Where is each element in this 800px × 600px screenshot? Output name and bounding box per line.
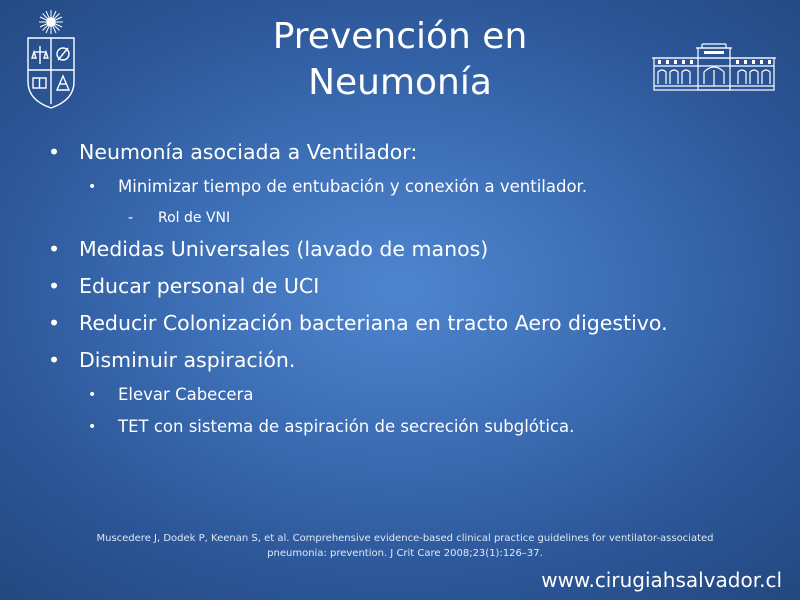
- bullet-marker: •: [48, 140, 61, 164]
- bullet-item: [0, 311, 800, 335]
- sub-sub-bullet-item: [0, 209, 800, 227]
- bullet-list: [0, 140, 800, 449]
- citation-line: Muscedere J, Dodek P, Keenan S, et al. Comprehensive evidence-based clinical practice guidelines for ventilator-associated: [96, 533, 714, 544]
- bullet-text: Disminuir aspiración.: [79, 348, 296, 372]
- bullet-marker: •: [48, 311, 61, 335]
- bullet-item: [0, 348, 800, 372]
- bullet-marker: •: [88, 387, 97, 403]
- title-line: Neumonía: [308, 62, 492, 103]
- bullet-marker: •: [48, 237, 61, 261]
- sub-bullet-item: [0, 417, 800, 437]
- bullet-text: Educar personal de UCI: [79, 274, 320, 298]
- bullet-marker: •: [88, 419, 97, 435]
- bullet-marker: •: [48, 348, 61, 372]
- sub-bullet-item: [0, 385, 800, 405]
- hospital-building-icon: [652, 42, 776, 92]
- citation-line: pneumonia: prevention. J Crit Care 2008;23(1):126–37.: [267, 548, 543, 559]
- title-line: Prevención en: [272, 16, 528, 57]
- bullet-text: TET con sistema de aspiración de secreción subglótica.: [118, 417, 575, 436]
- bullet-text: Elevar Cabecera: [118, 385, 254, 404]
- bullet-text: Reducir Colonización bacteriana en tracto Aero digestivo.: [79, 311, 668, 335]
- bullet-text: Neumonía asociada a Ventilador:: [79, 140, 418, 164]
- dash-marker: -: [128, 210, 134, 226]
- sub-bullet-item: [0, 177, 800, 197]
- bullet-item: [0, 274, 800, 298]
- bullet-marker: •: [88, 179, 97, 195]
- bullet-item: [0, 237, 800, 261]
- bullet-text: Minimizar tiempo de entubación y conexión a ventilador.: [118, 177, 588, 196]
- university-crest-icon: [20, 8, 82, 110]
- bullet-marker: •: [48, 274, 61, 298]
- bullet-text: Medidas Universales (lavado de manos): [79, 237, 489, 261]
- slide-title: [190, 14, 610, 106]
- citation: [60, 531, 750, 561]
- bullet-text: Rol de VNI: [158, 210, 231, 226]
- website-footer: www.cirugiahsalvador.cl: [541, 568, 782, 592]
- bullet-item: [0, 140, 800, 164]
